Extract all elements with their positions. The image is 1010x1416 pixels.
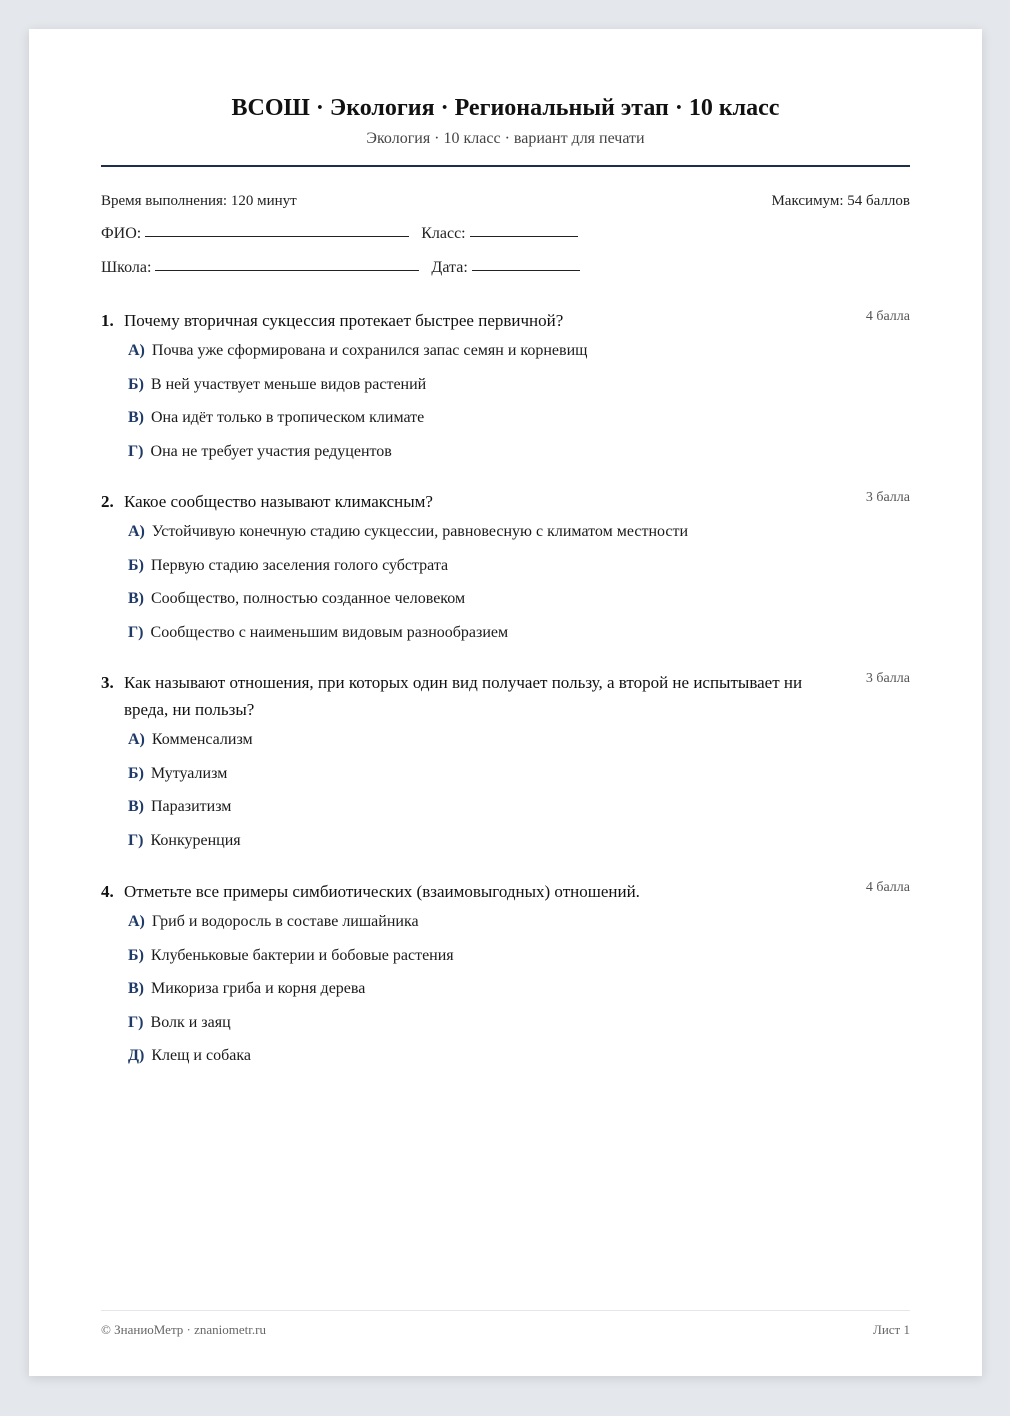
option-letter: Б): [128, 375, 144, 393]
page-subtitle: Экология · 10 класс · вариант для печати: [366, 130, 645, 147]
options-list: [128, 341, 910, 475]
option-letter: А): [128, 523, 145, 540]
option-text: Сообщество с наименьшим видовым разнообразием: [150, 623, 509, 641]
date-label: Дата:: [431, 259, 468, 276]
option-g[interactable]: [128, 831, 910, 865]
option-letter: В): [128, 980, 144, 997]
school-label: Школа:: [101, 259, 152, 276]
option-g[interactable]: [128, 442, 910, 476]
question-text: Какое сообщество называют климаксным?: [124, 492, 433, 511]
option-letter: Г): [128, 623, 144, 641]
option-letter: Г): [128, 442, 144, 460]
option-text: Она не требует участия редуцентов: [150, 442, 392, 460]
question-text: Отметьте все примеры симбиотических (взаимовыгодных) отношений.: [124, 882, 640, 901]
options-list: [128, 522, 910, 656]
option-d[interactable]: [128, 1046, 910, 1080]
question-2: [101, 488, 910, 656]
option-g[interactable]: [128, 1013, 910, 1047]
option-letter: В): [128, 409, 144, 426]
options-list: [128, 912, 910, 1080]
option-letter: Г): [128, 831, 144, 849]
question-text: Почему вторичная сукцессия протекает быстрее первичной?: [124, 311, 564, 330]
option-letter: Б): [128, 556, 144, 574]
option-a[interactable]: [128, 341, 910, 375]
option-g[interactable]: [128, 623, 910, 657]
question-1: [101, 307, 910, 475]
option-b[interactable]: [128, 764, 910, 798]
fio-class-row: [101, 225, 590, 243]
option-text: Первую стадию заселения голого субстрата: [150, 556, 449, 574]
option-text: Волк и заяц: [150, 1013, 231, 1031]
question-number: 2.: [101, 492, 114, 511]
option-letter: Б): [128, 764, 144, 782]
date-field[interactable]: [472, 270, 580, 271]
question-points: 4 балла: [865, 880, 910, 895]
option-letter: Д): [128, 1047, 145, 1064]
question-text: Как называют отношения, при которых один вид получает пользу, а второй не испытывает ни вреда, ни пользы?: [124, 673, 803, 719]
question-3: [101, 669, 910, 864]
sheet-content: [101, 29, 910, 1376]
question-number: 3.: [101, 673, 114, 692]
option-letter: В): [128, 798, 144, 815]
option-text: Сообщество, полностью созданное человеком: [151, 590, 466, 607]
option-text: Гриб и водоросль в составе лишайника: [151, 913, 419, 930]
fio-label: ФИО:: [101, 225, 142, 242]
option-letter: В): [128, 590, 144, 607]
option-b[interactable]: [128, 946, 910, 980]
footer-copyright: © ЗнаниоМетр · znaniometr.ru: [101, 1322, 266, 1337]
option-text: Почва уже сформирована и сохранился запас семян и корневищ: [151, 342, 588, 359]
option-b[interactable]: [128, 556, 910, 590]
question-header: [101, 488, 910, 515]
option-v[interactable]: [128, 979, 910, 1013]
option-text: Комменсализм: [151, 731, 253, 748]
option-text: Микориза гриба и корня дерева: [151, 980, 366, 997]
option-letter: А): [128, 913, 145, 930]
option-letter: Б): [128, 946, 144, 964]
option-text: Конкуренция: [150, 831, 241, 849]
option-text: Клещ и собака: [151, 1047, 251, 1064]
option-a[interactable]: [128, 912, 910, 946]
option-text: Она идёт только в тропическом климате: [151, 409, 425, 426]
option-v[interactable]: [128, 408, 910, 442]
option-b[interactable]: [128, 375, 910, 409]
question-points: 4 балла: [865, 309, 910, 324]
class-label: Класс:: [421, 225, 466, 242]
page-number: Лист 1: [873, 1322, 910, 1337]
question-4: [101, 878, 910, 1080]
time-limit: Время выполнения: 120 минут: [101, 193, 297, 209]
exam-sheet: [29, 29, 982, 1376]
option-text: Мутуализм: [150, 764, 228, 782]
question-number: 1.: [101, 311, 114, 330]
option-text: Паразитизм: [151, 798, 232, 815]
option-text: Клубеньковые бактерии и бобовые растения: [150, 946, 454, 964]
school-field[interactable]: [155, 270, 419, 271]
footer-divider: [101, 1310, 910, 1311]
option-a[interactable]: [128, 522, 910, 556]
question-header: [101, 878, 910, 905]
option-v[interactable]: [128, 797, 910, 831]
question-number: 4.: [101, 882, 114, 901]
school-date-row: [101, 259, 592, 277]
class-field[interactable]: [470, 236, 578, 237]
page-title: ВСОШ · Экология · Региональный этап · 10 класс: [231, 95, 780, 121]
max-score: Максимум: 54 баллов: [771, 193, 910, 209]
option-letter: А): [128, 342, 145, 359]
option-a[interactable]: [128, 730, 910, 764]
question-points: 3 балла: [865, 490, 910, 505]
title-divider: [101, 165, 910, 167]
option-letter: А): [128, 731, 145, 748]
question-header: [101, 307, 910, 334]
option-v[interactable]: [128, 589, 910, 623]
options-list: [128, 730, 910, 864]
fio-field[interactable]: [145, 236, 409, 237]
option-text: Устойчивую конечную стадию сукцессии, равновесную с климатом местности: [151, 523, 689, 540]
question-points: 3 балла: [865, 671, 910, 686]
option-text: В ней участвует меньше видов растений: [150, 375, 427, 393]
option-letter: Г): [128, 1013, 144, 1031]
question-header: [101, 669, 910, 723]
